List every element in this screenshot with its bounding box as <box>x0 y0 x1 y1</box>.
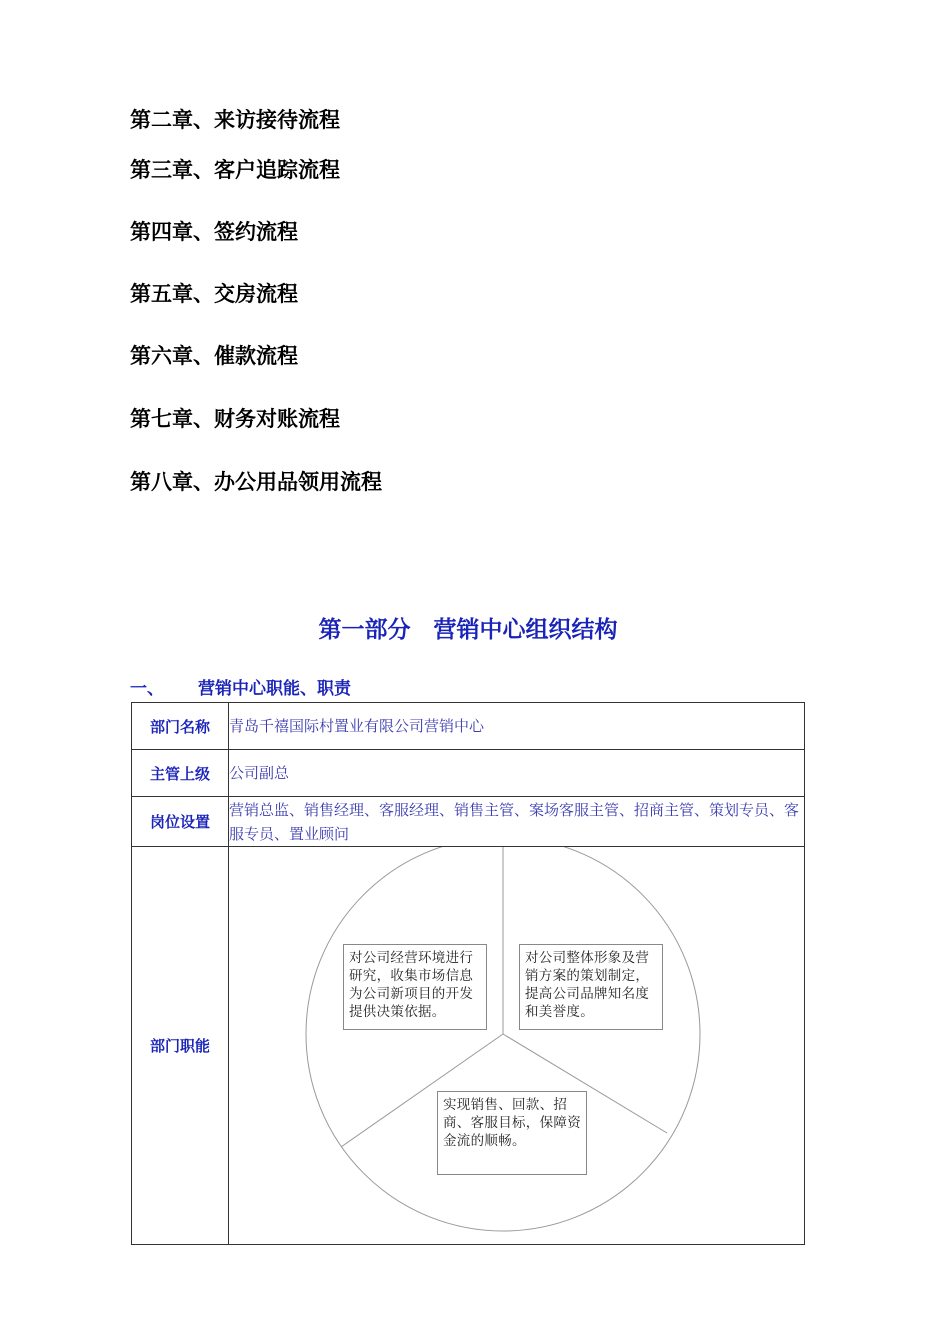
section-number: 一、 <box>130 679 164 699</box>
functions-diagram <box>229 847 804 1244</box>
table-row <box>132 847 805 1245</box>
toc-item-chapter-2[interactable]: 第二章、来访接待流程 <box>130 107 340 132</box>
toc-item-chapter-4[interactable]: 第四章、签约流程 <box>130 219 298 244</box>
toc-item-chapter-3[interactable]: 第三章、客户追踪流程 <box>130 157 340 182</box>
row-value-dept-name: 青岛千禧国际村置业有限公司营销中心 <box>229 703 805 750</box>
toc-item-chapter-8[interactable]: 第八章、办公用品领用流程 <box>130 469 382 494</box>
row-value-positions: 营销总监、销售经理、客服经理、销售主管、案场客服主管、招商主管、策划专员、客服专员、置业顾问 <box>229 797 805 847</box>
function-box-research: 对公司经营环境进行研究，收集市场信息为公司新项目的开发提供决策依据。 <box>343 944 487 1030</box>
toc-item-chapter-5[interactable]: 第五章、交房流程 <box>130 281 298 306</box>
part-title: 第一部分 营销中心组织结构 <box>318 616 618 643</box>
table-row <box>132 703 805 750</box>
department-table <box>131 702 805 1245</box>
toc-item-chapter-7[interactable]: 第七章、财务对账流程 <box>130 406 340 431</box>
functions-diagram-cell <box>229 847 805 1245</box>
row-label-functions: 部门职能 <box>132 847 229 1245</box>
row-label-supervisor: 主管上级 <box>132 750 229 797</box>
section-title: 营销中心职能、职责 <box>198 679 351 699</box>
row-label-positions: 岗位设置 <box>132 797 229 847</box>
function-box-sales: 实现销售、回款、招商、客服目标，保障资金流的顺畅。 <box>437 1091 587 1175</box>
table-row <box>132 797 805 847</box>
toc-item-chapter-6[interactable]: 第六章、催款流程 <box>130 343 298 368</box>
pie-diagram <box>229 847 805 1244</box>
section-heading <box>130 681 351 698</box>
row-value-supervisor: 公司副总 <box>229 750 805 797</box>
function-box-branding: 对公司整体形象及营销方案的策划制定，提高公司品牌知名度和美誉度。 <box>519 944 663 1030</box>
row-label-dept-name: 部门名称 <box>132 703 229 750</box>
table-row <box>132 750 805 797</box>
